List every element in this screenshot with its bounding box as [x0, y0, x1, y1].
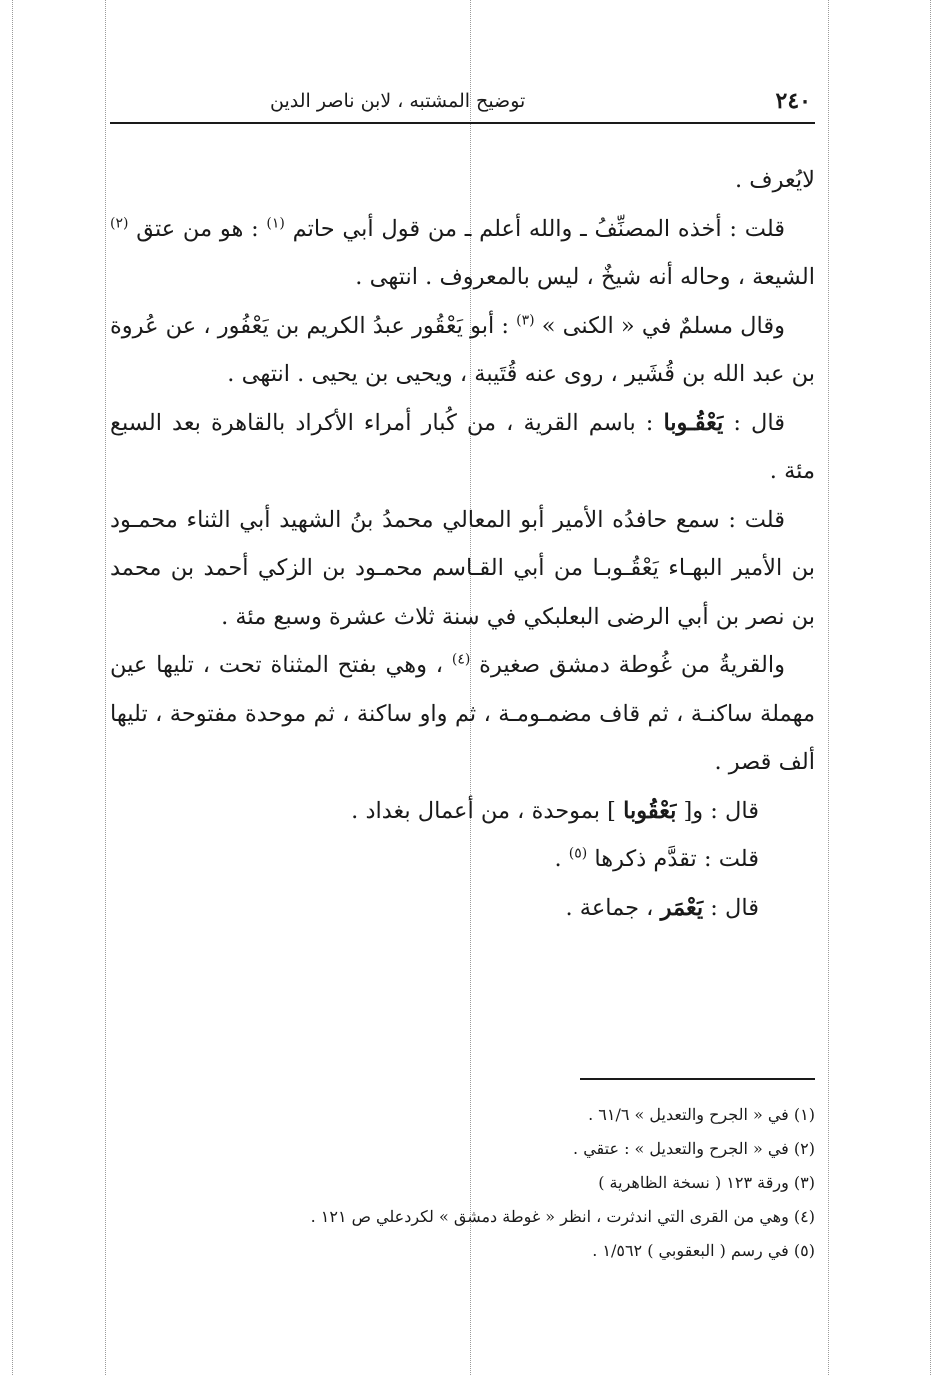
footnote-ref[interactable]: (٢) — [110, 215, 129, 231]
running-title: توضيح المشتبه ، لابن ناصر الدين — [270, 90, 526, 112]
paragraph-text: الشيعة ، وحاله أنه شيخٌ ، ليس بالمعروف . انتهى . — [355, 264, 815, 290]
paragraph-text: قال : و[ — [683, 797, 759, 824]
scan-dotted-line — [828, 0, 829, 1375]
footnote-ref[interactable]: (٤) — [451, 651, 471, 668]
footnote-divider — [580, 1078, 815, 1080]
book-page — [110, 78, 815, 1318]
paragraph — [110, 156, 815, 205]
paragraph-text: قلت : تقدَّم ذكرها — [594, 846, 759, 872]
footnote: (٥) في رسم ( البعقوبي ) ١/٥٦٢ . — [592, 1241, 815, 1260]
paragraph — [110, 884, 815, 933]
paragraph-text: : هو من عتق — [136, 215, 259, 242]
paragraph-text: . — [554, 846, 562, 872]
scan-dotted-line — [930, 0, 931, 1375]
footnote-ref[interactable]: (١) — [266, 215, 285, 231]
paragraph-text: لايُعرف . — [735, 167, 815, 193]
footnote-ref[interactable]: (٥) — [568, 845, 588, 862]
footnote: (٢) في « الجرح والتعديل » : عتقي . — [573, 1139, 815, 1158]
paragraph-text: : أبو يَعْقُور عبدُ الكريم بن يَعْفُور ، عن عُروة بن عبد الله بن قُشَير ، روى عنه قُتَيبة ، ويحيى بن يحيى . انتهى . — [110, 312, 815, 387]
scan-dotted-line — [105, 0, 106, 1375]
paragraph-text: قال : — [733, 409, 785, 436]
paragraph — [110, 835, 815, 884]
paragraph-text: ، وهي بفتح المثناة تحت ، تليها عين مهملة ساكنـة ، ثم قاف مضمـومـة ، ثم واو ساكنة ، ثم موحدة مفتوحة ، تليها ألف قصر . — [110, 652, 815, 775]
paragraph-text: والقريةُ من غُوطة دمشق صغيرة — [479, 652, 785, 678]
paragraph — [110, 399, 815, 496]
page-number: ٢٤٠ — [775, 88, 811, 114]
footnote: (١) في « الجرح والتعديل » ٦١/٦ . — [588, 1105, 815, 1124]
paragraph-text: ، جماعة . — [565, 894, 654, 921]
paragraph-text: قلت : أخذه المصنِّفُ ـ والله أعلم ـ من قول أبي حاتم — [292, 215, 786, 242]
footnote: (٤) وهي من القرى التي اندثرت ، انظر « غوطة دمشق » لكردعلي ص ١٢١ . — [310, 1207, 815, 1226]
paragraph — [110, 787, 815, 836]
paragraph-text: قال : — [710, 894, 759, 921]
running-header — [110, 78, 815, 124]
paragraph — [110, 302, 815, 399]
scan-dotted-line — [12, 0, 13, 1375]
entry-headword: يَعْمَر — [660, 894, 704, 921]
paragraph-text: وقال مسلمٌ في « الكنى » — [541, 312, 785, 339]
paragraph-text: : باسم القرية ، من كُبار أمراء الأكراد بالقاهرة بعد السبع مئة . — [110, 409, 815, 484]
paragraph — [110, 641, 815, 787]
paragraph-text: ] بموحدة ، من أعمال بغداد . — [351, 797, 616, 824]
footnotes — [110, 1098, 815, 1268]
entry-headword: بَعْقُوبا — [623, 797, 677, 824]
footnote: (٣) ورقة ١٢٣ ( نسخة الظاهرية ) — [598, 1173, 815, 1192]
paragraph — [110, 205, 815, 302]
main-text — [110, 156, 815, 932]
footnote-ref[interactable]: (٣) — [516, 312, 535, 328]
entry-headword: يَعْقُـوبا — [663, 409, 724, 436]
paragraph-text: قلت : سمع حافدُه الأمير أبو المعالي محمدُ بنُ الشهيد أبي الثناء محمـود بن الأمير البهـاء يَعْقُـوبـا من أبي القـاسم محمـود بن الزكي أحمد بن محمد بن نصر بن أبي الرضى البعلبكي في سنة ثلاث عشرة وسبع مئة . — [110, 506, 815, 630]
paragraph — [110, 496, 815, 642]
